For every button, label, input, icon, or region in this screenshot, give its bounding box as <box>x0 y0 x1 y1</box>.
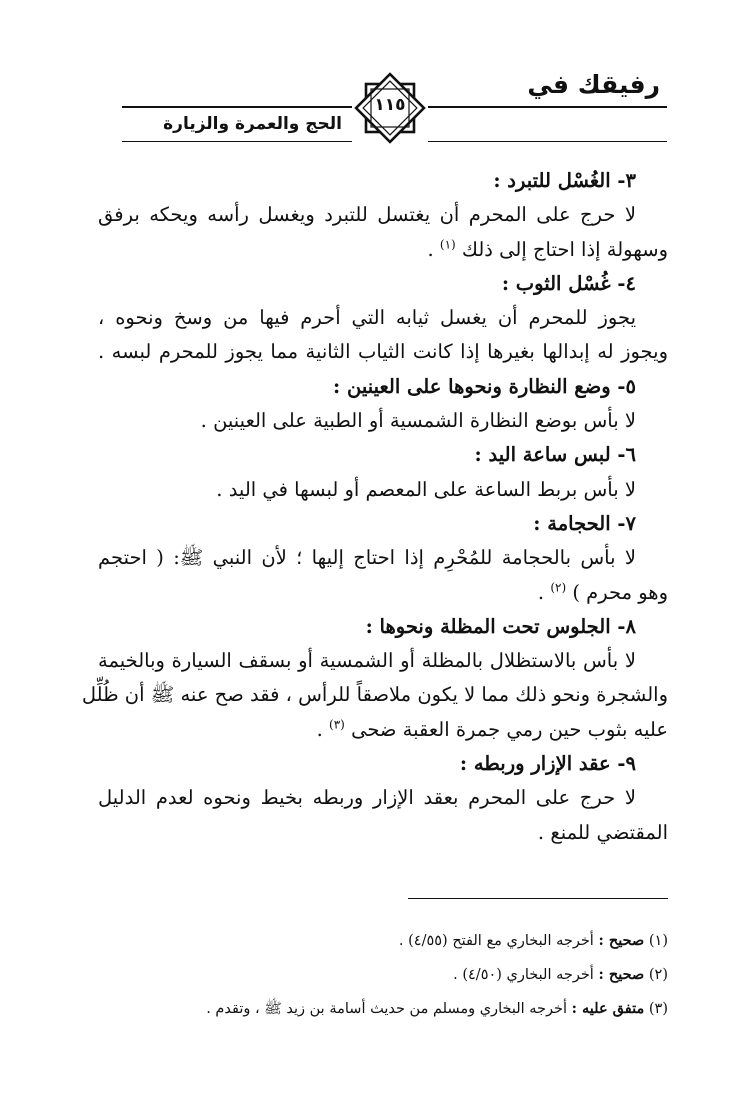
line-text: وهو محرم ) <box>572 580 668 604</box>
footnote-marker: (٢) <box>550 580 567 595</box>
book-title-top: رفيقك في <box>527 70 660 99</box>
footnote-text: أخرجه البخاري مع الفتح (٤/٥٥) . <box>398 933 594 949</box>
paragraph-line <box>98 713 668 747</box>
footnote-grade: صحيح : <box>598 966 645 983</box>
footnote-text: أخرجه البخاري ومسلم من حديث أسامة بن زيد ﷺ ، وتقدم . <box>206 1001 568 1017</box>
line-text: عليه بثوب حين رمي جمرة العقبة ضحى <box>351 717 668 741</box>
paragraph-line: والشجرة ونحو ذلك مما لا يكون ملاصقاً للرأس ، فقد صح عنه ﷺ أن ظُلِّل <box>81 683 668 707</box>
section-heading: ٨- الجلوس تحت المظلة ونحوها : <box>365 614 636 638</box>
paragraph-line: لا حرج على المحرم بعقد الإزار وربطه بخيط ونحوه لعدم الدليل <box>98 786 636 810</box>
footnote-text: أخرجه البخاري (٤/٥٠) . <box>453 967 594 983</box>
paragraph-line: لا حرج على المحرم أن يغتسل للتبرد ويغسل رأسه ويحكه برفق <box>98 203 636 227</box>
paragraph-line <box>98 576 668 610</box>
footnote-marker: (١) <box>439 237 456 252</box>
paragraph-line: لا بأس بالحجامة للمُحْرِم إذا احتاج إليها ؛ لأن النبي ﷺ: ( احتجم <box>98 546 636 570</box>
footnotes <box>98 924 668 1026</box>
line-end-period: . <box>427 237 434 261</box>
page-number-badge <box>352 70 428 146</box>
footnote-number: (٢) <box>648 967 668 983</box>
footnote-marker: (٣) <box>329 717 345 732</box>
footnote-grade: صحيح : <box>598 932 645 949</box>
footnote-grade: متفق عليه : <box>571 1000 645 1017</box>
book-title-bottom: الحج والعمرة والزيارة <box>163 114 342 134</box>
footnote-item <box>98 924 668 958</box>
section-heading: ٦- لبس ساعة اليد : <box>474 443 636 467</box>
line-end-period: . <box>316 717 323 741</box>
paragraph-line: لا بأس بالاستظلال بالمظلة أو الشمسية أو بسقف السيارة وبالخيمة <box>98 649 636 673</box>
section-heading: ٧- الحجامة : <box>533 511 636 535</box>
footnote-item <box>98 992 668 1026</box>
paragraph-line: لا بأس بوضع النظارة الشمسية أو الطبية على العينين . <box>200 409 636 433</box>
footnote-separator <box>408 898 668 899</box>
section-heading: ٥- وضع النظارة ونحوها على العينين : <box>332 374 636 398</box>
section-heading: ٣- الغُسْل للتبرد : <box>493 169 636 192</box>
paragraph-line: المقتضي للمنع . <box>537 820 668 844</box>
section-heading: ٩- عقد الإزار وربطه : <box>459 752 636 776</box>
page-body <box>81 164 668 850</box>
page-number: ١١٥ <box>374 95 406 115</box>
paragraph-line: ويجوز له إبدالها بغيرها إذا كانت الثياب الثانية مما يجوز للمحرم لبسه . <box>98 340 668 364</box>
footnote-number: (٣) <box>648 1001 668 1017</box>
paragraph-line <box>98 233 668 267</box>
section-heading: ٤- غُسْل الثوب : <box>501 271 636 295</box>
footnote-number: (١) <box>648 933 668 949</box>
paragraph-line: يجوز للمحرم أن يغسل ثيابه التي أحرم فيها من وسخ ونحوه ، <box>98 306 636 330</box>
footnote-item <box>98 958 668 992</box>
line-end-period: . <box>537 580 545 604</box>
paragraph-line: لا بأس بربط الساعة على المعصم أو لبسها في اليد . <box>216 477 636 501</box>
line-text: وسهولة إذا احتاج إلى ذلك <box>461 237 668 261</box>
